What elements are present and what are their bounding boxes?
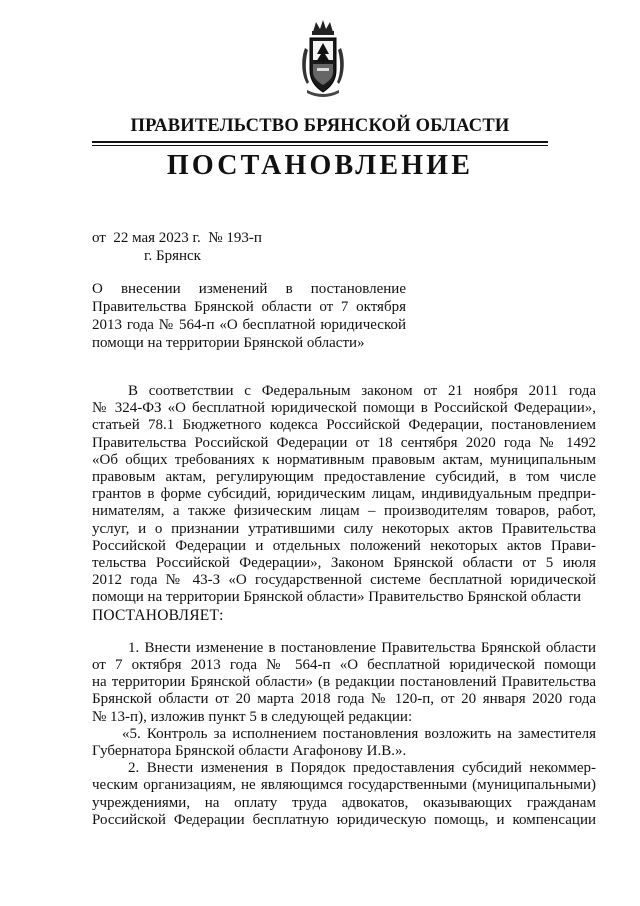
city-of-issue: г. Брянск: [144, 248, 201, 264]
item1-quote-line: Губернатора Брянской области Агафонову И.В.».: [92, 743, 407, 760]
subject-line: Правительства Брянской области от 7 октября: [92, 299, 406, 315]
paragraph-gap: [92, 624, 596, 640]
preamble-line: № 324-ФЗ «О бесплатной юридической помощи в Российской Федерации»,: [92, 400, 596, 417]
item2-line: ческим организациям, не являющимся государственными (муниципальными): [92, 777, 596, 794]
government-title: ПРАВИТЕЛЬСТВО БРЯНСКОЙ ОБЛАСТИ: [130, 116, 510, 136]
item2-line: 2. Внести изменения в Порядок предоставления субсидий некоммер-: [128, 760, 596, 777]
item1-line: на территории Брянской области» (в редакции постановлений Правительства: [92, 674, 596, 691]
item1-line: № 13-п), изложив пункт 5 в следующей редакции:: [92, 708, 413, 725]
item1-line: Брянской области от 20 марта 2018 года № 120-п, от 20 января 2020 года: [92, 691, 596, 708]
item2-line: учреждениями, на оплату труда адвокатов, оказывающих гражданам: [92, 794, 596, 811]
header-rule-thick: [92, 141, 548, 143]
preamble-line: правовым актам, регулирующим предоставление субсидий, в том числе: [92, 469, 596, 486]
preamble-line: грантов в форме субсидий, юридическим лицам, индивидуальным предпри-: [92, 486, 596, 503]
preamble-line: статьей 78.1 Бюджетного кодекса Российской Федерации, постановлением: [92, 417, 596, 434]
preamble-line: «Об общих требованиях к нормативным правовым актам, муниципальным: [92, 451, 596, 468]
resolve-word: ПОСТАНОВЛЯЕТ:: [92, 606, 224, 624]
preamble-line: В соответствии с Федеральным законом от 21 ноября 2011 года: [128, 383, 596, 399]
preamble-line: Правительства Российской Федерации от 18 сентября 2020 года № 1492: [92, 434, 596, 451]
preamble-line: 2012 года № 43-З «О государственной системе бесплатной юридической: [92, 572, 596, 589]
item1-quote-line: «5. Контроль за исполнением постановления возложить на заместителя: [122, 725, 596, 742]
subject-line: О внесении изменений в постановление: [92, 281, 406, 297]
document-subject: [92, 280, 406, 352]
item1-line: от 7 октября 2013 года № 564-п «О бесплатной юридической помощи: [92, 657, 596, 674]
item1-line: 1. Внести изменение в постановление Правительства Брянской области: [128, 639, 596, 656]
subject-line: 2013 года № 564-п «О бесплатной юридической: [92, 317, 406, 333]
header-rule-thin: [92, 145, 548, 146]
preamble-line: нимателям, а также физическим лицам – производителям товаров, работ,: [92, 503, 596, 520]
preamble-line: услуг, и о признании утратившими силу некоторых актов Правительства: [92, 520, 596, 537]
document-body: [92, 383, 596, 829]
item2-line: Российской Федерации бесплатную юридическую помощь, и компенсации: [92, 811, 596, 828]
bryansk-coat-of-arms-icon: [299, 18, 347, 100]
preamble-line: помощи на территории Брянской области» Правительство Брянской области: [92, 589, 582, 606]
subject-line: помощи на территории Брянской области»: [92, 335, 365, 351]
document-type-heading: ПОСТАНОВЛЕНИЕ: [166, 150, 474, 181]
preamble-line: тельства Российской Федерации», Законом Брянской области от 5 июля: [92, 555, 596, 572]
preamble-line: Российской Федерации и отдельных положений некоторых актов Прави-: [92, 537, 596, 554]
date-and-number: от 22 мая 2023 г. № 193-п: [92, 230, 262, 246]
